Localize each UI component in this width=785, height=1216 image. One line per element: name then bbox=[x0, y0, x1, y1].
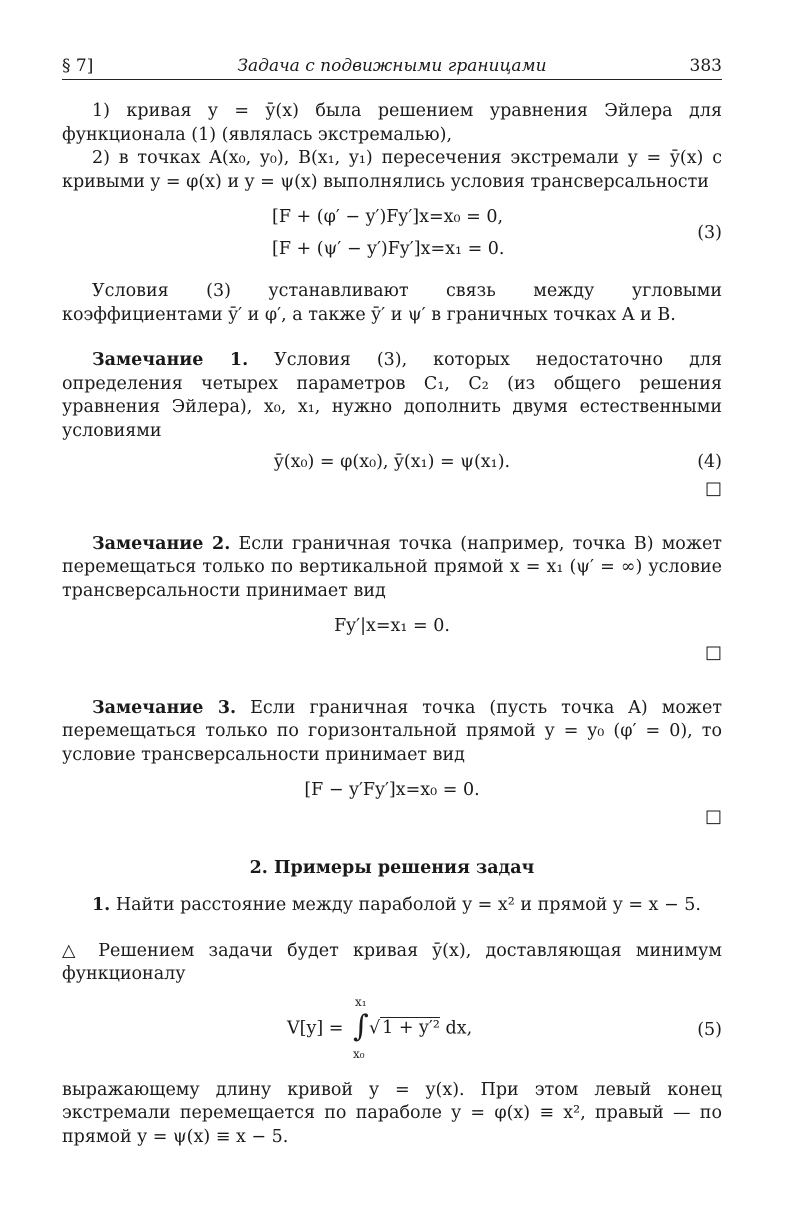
remark-3-label: Замечание 3. bbox=[92, 697, 237, 718]
problem-1-text: Найти расстояние между параболой y = x² и прямой y = x − 5. bbox=[110, 895, 701, 915]
end-of-remark-mark: □ bbox=[704, 642, 722, 663]
equation-3-line-2: [F + (ψ′ − y′)Fy′]x=x₁ = 0. bbox=[272, 239, 505, 259]
end-of-remark-mark: □ bbox=[704, 478, 722, 499]
solution-start-marker: △ bbox=[62, 940, 85, 961]
header-title: Задача с подвижными границами bbox=[237, 56, 547, 76]
remark-2 bbox=[62, 533, 722, 604]
header-section: § 7] bbox=[62, 56, 94, 76]
condition-1: 1) кривая y = ȳ(x) была решением уравнения Эйлера для функционала (1) (являлась экстремалью), bbox=[62, 101, 722, 145]
equation-5-number: (5) bbox=[697, 1019, 722, 1040]
problem-1 bbox=[62, 894, 722, 918]
equation-remark-2: Fy′|x=x₁ = 0. bbox=[334, 616, 450, 636]
end-of-remark-mark: □ bbox=[704, 806, 722, 827]
equation-4-body: ȳ(x₀) = φ(x₀), ȳ(x₁) = ψ(x₁). bbox=[273, 452, 511, 472]
running-header bbox=[62, 55, 722, 80]
remark-3-text: Если граничная точка (пусть точка A) может перемещаться только по горизонтальной прямой y = y₀ (φ′ = 0), то условие трансверсальности принимает вид bbox=[62, 697, 722, 765]
integral-sign: ∫ bbox=[352, 1008, 369, 1044]
integral-lower-limit: x₀ bbox=[352, 1047, 365, 1061]
remark-1-text: Условия (3), которых недостаточно для определения четырех параметров C₁, C₂ (из общего решения уравнения Эйлера), x₀, x₁, нужно дополнить двумя естественными условиями bbox=[62, 350, 722, 441]
remark-2-label: Замечание 2. bbox=[92, 533, 231, 554]
equation-4 bbox=[62, 451, 722, 477]
remark-2-text: Если граничная точка (например, точка B) может перемещаться только по вертикальной прямой x = x₁ (ψ′ = ∞) условие трансверсальности принимает вид bbox=[62, 533, 722, 601]
integral-upper-limit: x₁ bbox=[354, 994, 367, 1009]
section-heading: 2. Примеры решения задач bbox=[249, 857, 535, 878]
equation-remark-3: [F − y′Fy′]x=x₀ = 0. bbox=[304, 780, 480, 800]
condition-2: 2) в точках A(x₀, y₀), B(x₁, y₁) пересечения экстремали y = ȳ(x) с кривыми y = φ(x) и y = ψ(x) выполнялись условия трансверсальности bbox=[62, 148, 722, 192]
sqrt-sign: √ bbox=[368, 1018, 381, 1038]
remark-1-label: Замечание 1. bbox=[92, 350, 249, 370]
differential: dx, bbox=[439, 1018, 473, 1038]
equation-3-number: (3) bbox=[697, 223, 722, 243]
integral bbox=[349, 991, 369, 1067]
functional-lhs: V[y] = bbox=[287, 1018, 349, 1038]
equation-3-line-1: [F + (φ′ − y′)Fy′]x=x₀ = 0, bbox=[272, 207, 504, 227]
equation-3 bbox=[62, 200, 722, 268]
problem-1-number: 1. bbox=[92, 895, 111, 915]
paragraph-conditions: Условия (3) устанавливают связь между угловыми коэффициентами ȳ′ и φ′, а также ȳ′ и ψ′ в граничных точках A и B. bbox=[62, 281, 722, 325]
equation-5 bbox=[62, 987, 722, 1071]
remark-1 bbox=[62, 349, 722, 443]
solution-text: Решением задачи будет кривая ȳ(x), доставляющая минимум функционалу bbox=[62, 940, 722, 984]
page-number: 383 bbox=[689, 56, 722, 76]
final-paragraph: выражающему длину кривой y = y(x). При этом левый конец экстремали перемещается по параболе y = φ(x) ≡ x², правый — по прямой y = ψ(x) ≡ x − 5. bbox=[62, 1079, 722, 1147]
equation-4-number: (4) bbox=[697, 452, 722, 472]
page bbox=[62, 55, 722, 1149]
radicand: 1 + y′² bbox=[382, 1018, 440, 1038]
remark-3 bbox=[62, 697, 722, 768]
solution-intro bbox=[62, 940, 722, 987]
